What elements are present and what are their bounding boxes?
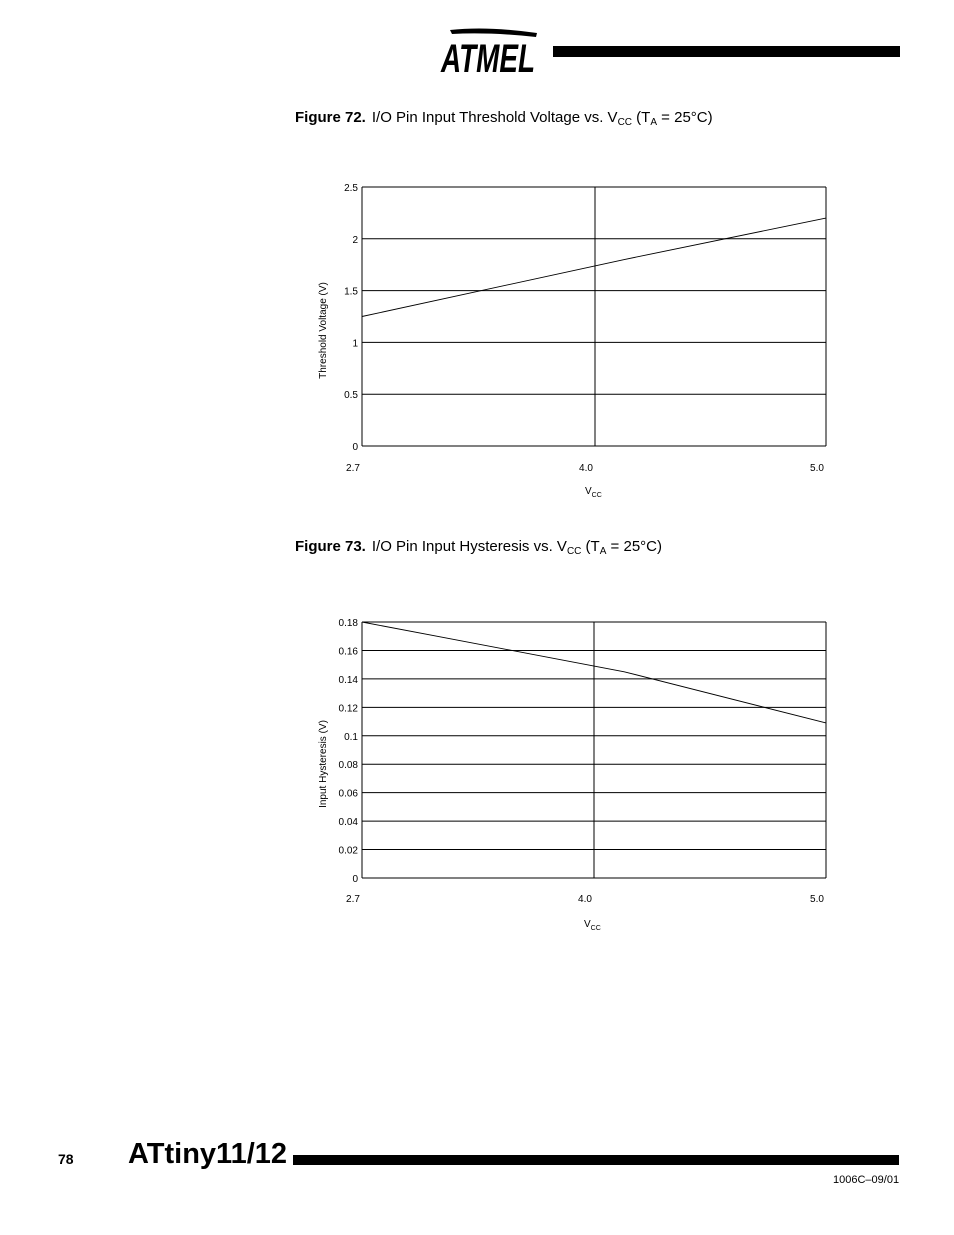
page-number: 78 (58, 1151, 74, 1167)
figure-72-caption: Figure 72. I/O Pin Input Threshold Voltage vs. $V_{CC}$ $(T_A = 25^\circ C)$ (295, 109, 713, 128)
y-tick-label: 0.1 (344, 731, 358, 743)
x-axis-label: $V_{CC}$ (584, 919, 601, 932)
y-tick-label: 1 (352, 338, 358, 350)
document-title: ATtiny11/12 (128, 1138, 288, 1170)
figure-73-caption: Figure 73. I/O Pin Input Hysteresis vs. $V_{CC}$ $(T_A = 25^\circ C)$ (295, 538, 662, 557)
figure-title: I/O Pin Input Threshold Voltage vs. V (371, 109, 618, 126)
y-axis-label: Threshold Voltage (V) (318, 282, 329, 379)
y-tick-label: 0.14 (338, 674, 358, 686)
y-tick-label: 2 (352, 234, 358, 246)
y-tick-label: 0.06 (338, 788, 358, 800)
y-tick-label: 0.08 (338, 760, 358, 772)
y-tick-label: 0 (352, 442, 358, 453)
x-tick-label: 5.0 (810, 894, 824, 905)
x-tick-label: 2.7 (346, 894, 360, 905)
x-tick-label: 4.0 (579, 463, 593, 474)
y-tick-label: 0.5 (344, 390, 358, 402)
footer-rule (293, 1155, 899, 1165)
x-tick-label: 2.7 (346, 463, 360, 474)
y-tick-label: 0.02 (338, 845, 358, 857)
y-tick-label: 1.5 (344, 286, 358, 298)
figure-number: Figure 73. (295, 538, 366, 555)
x-tick-label: 4.0 (578, 894, 592, 905)
figure-title: I/O Pin Input Hysteresis vs. V (371, 538, 567, 555)
document-id: 1006C–09/01 (833, 1174, 900, 1186)
figure-number: Figure 72. (295, 109, 366, 126)
y-tick-label: 0.16 (338, 646, 358, 658)
y-tick-label: 0.12 (338, 703, 358, 715)
x-axis-label: $V_{CC}$ (585, 486, 602, 499)
logo-text: ATMEL (440, 37, 535, 81)
y-tick-label: 0 (352, 874, 358, 885)
y-tick-label: 0.18 (338, 618, 358, 629)
y-tick-label: 2.5 (344, 183, 358, 194)
y-tick-label: 0.04 (338, 817, 358, 829)
y-axis-label: Input Hysteresis (V) (318, 720, 329, 808)
x-tick-label: 5.0 (810, 463, 824, 474)
